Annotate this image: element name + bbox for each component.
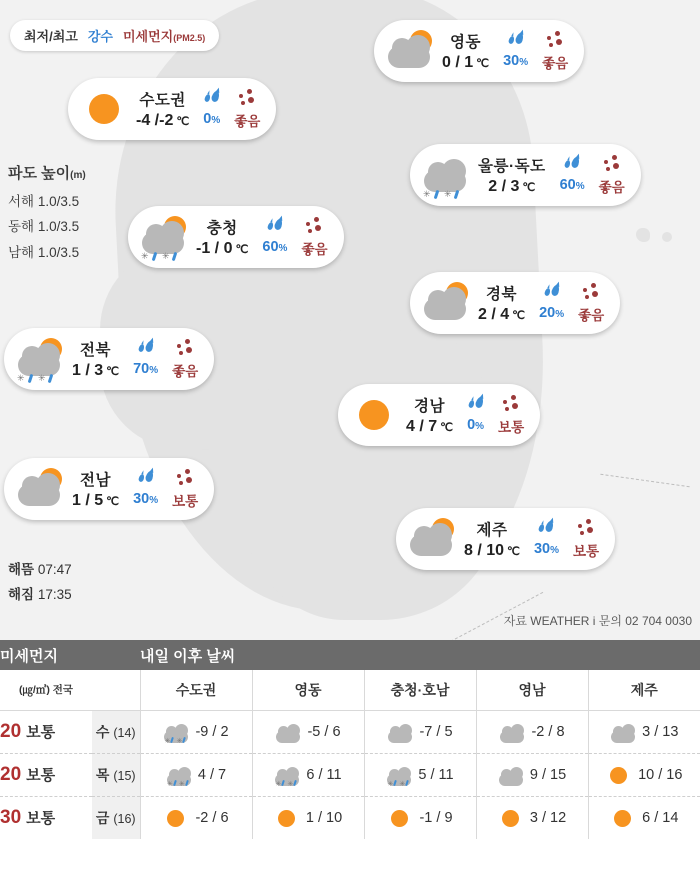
region-temperature: [136, 112, 189, 130]
dust-grade: 보통: [26, 809, 56, 827]
precipitation-number: 70: [133, 361, 150, 377]
sunrise-value: 07:47: [37, 562, 72, 577]
precipitation-unit: %: [149, 495, 159, 506]
sun-icon: [610, 767, 627, 784]
sun-icon: [89, 94, 119, 124]
snow-icon: ✳: [423, 189, 431, 199]
dust-section-header: 미세먼지: [0, 640, 140, 670]
precipitation-group: [534, 521, 559, 557]
region-info: [406, 394, 453, 436]
wave-height-title: [8, 160, 86, 189]
dust-national-cell: [0, 796, 92, 839]
wave-row-south: [8, 240, 86, 266]
weather-icon: [606, 764, 632, 786]
dust-group: [599, 155, 625, 196]
weather-icon: [610, 721, 636, 743]
wave-row-south-value: 1.0/3.5: [37, 244, 80, 260]
region-card[interactable]: [128, 206, 344, 268]
region-name: 충청: [206, 220, 238, 237]
raindrop-icon: [539, 521, 553, 539]
snow-icon: ✳: [166, 780, 173, 788]
precipitation-unit: %: [149, 365, 159, 376]
column-header-jeju: 제주: [588, 670, 700, 710]
snow-icon: ✳: [141, 251, 149, 261]
sun-icon: [359, 400, 389, 430]
forecast-cell-inner: [589, 807, 700, 829]
region-temp-unit: ℃: [106, 366, 120, 378]
weather-icon: [499, 721, 525, 743]
cloud-icon: [500, 731, 524, 743]
region-temperature: [488, 178, 535, 196]
dust-particles-icon: [304, 217, 324, 235]
table-row: [0, 796, 700, 839]
forecast-cell: [140, 753, 252, 796]
weather-icon: [14, 336, 68, 382]
forecast-temp: 6 / 14: [642, 809, 679, 826]
wave-height-unit: (m): [70, 170, 86, 181]
region-temp-unit: ℃: [476, 58, 490, 70]
day-number: (14): [113, 725, 136, 740]
dust-particles-icon: [576, 519, 596, 537]
dust-group: [498, 395, 524, 436]
dust-level: 좋음: [578, 307, 605, 323]
snow-icon: ✳: [17, 373, 25, 383]
snow-icon: ✳: [178, 780, 185, 788]
precipitation-group: [503, 33, 528, 69]
day-number: (16): [113, 811, 136, 826]
raindrop-icon: [509, 33, 523, 51]
dust-value: 20: [0, 720, 22, 742]
precipitation-unit: %: [278, 243, 288, 254]
wave-row-east: [8, 214, 86, 240]
forecast-cell-inner: [477, 721, 588, 743]
weather-icon: [348, 392, 402, 438]
source-credit: 자료 WEATHER i 문의 02 704 0030: [503, 614, 692, 628]
precipitation-value: [133, 491, 158, 507]
column-header-chungcheong-honam: 충청·호남: [364, 670, 476, 710]
map-dokdo-island: [662, 232, 672, 242]
forecast-cell: [588, 796, 700, 839]
dust-value: 20: [0, 763, 22, 785]
region-temp-range: 0 / 1: [442, 54, 474, 71]
region-name: 영동: [450, 34, 481, 51]
forecast-cell-inner: [365, 807, 476, 829]
forecast-cell-inner: [253, 721, 364, 743]
dust-particles-icon: [175, 469, 195, 487]
precipitation-number: 0: [203, 111, 212, 127]
forecast-temp: -1 / 9: [419, 809, 453, 826]
map-dashed-line: [600, 474, 689, 488]
weather-icon: [384, 28, 438, 74]
forecast-temp: 3 / 13: [642, 723, 679, 740]
region-name: 경남: [414, 398, 445, 415]
region-temperature: [464, 542, 520, 560]
cloud-icon: [388, 46, 430, 68]
sunrise-label: 해뜸: [8, 562, 35, 577]
legend-dust-sublabel: (PM2.5): [173, 33, 206, 43]
column-header-sudogwon: 수도권: [140, 670, 252, 710]
snow-icon: ✳: [162, 251, 170, 261]
dust-grade: 보통: [26, 723, 56, 741]
table-header-row: [0, 640, 700, 670]
forecast-temp: 5 / 11: [418, 766, 454, 783]
region-name: 경북: [486, 286, 517, 303]
precipitation-number: 30: [503, 53, 520, 69]
snow-icon: ✳: [399, 780, 406, 788]
snow-icon: ✳: [387, 780, 394, 788]
region-temp-unit: ℃: [507, 546, 520, 558]
region-temp-range: 4 / 7: [406, 418, 438, 435]
weather-icon: [498, 807, 524, 829]
table-row: [0, 753, 700, 796]
sun-times-block: [8, 558, 72, 608]
weather-icon: [420, 152, 474, 198]
dust-particles-icon: [175, 339, 195, 357]
region-card[interactable]: [410, 144, 641, 206]
map-ulleung-island: [636, 228, 650, 242]
sun-icon: [167, 810, 184, 827]
precipitation-number: 30: [533, 541, 551, 557]
map-jeju-island: [300, 588, 360, 614]
dust-group: [172, 469, 198, 510]
precipitation-unit: %: [555, 309, 565, 320]
precipitation-number: 60: [559, 177, 576, 193]
region-info: [72, 338, 119, 380]
precipitation-group: [467, 397, 484, 433]
forecast-temp: 4 / 7: [197, 766, 227, 783]
dust-grade: 보통: [26, 766, 56, 784]
dust-group: [578, 283, 604, 324]
forecast-cell: [252, 753, 364, 796]
weather-icon: [275, 721, 301, 743]
forecast-cell: [588, 753, 700, 796]
dust-group: [573, 519, 599, 560]
forecast-cell-inner: [365, 764, 476, 786]
precipitation-unit: %: [519, 57, 529, 68]
precipitation-number: 60: [262, 239, 279, 255]
dust-level: 좋음: [172, 363, 199, 379]
weather-icon: [274, 807, 300, 829]
forecast-temp: 3 / 12: [529, 809, 567, 826]
weather-icon: [610, 807, 636, 829]
forecast-cell-inner: [253, 807, 364, 829]
day-name: 목: [95, 766, 110, 783]
day-column-header: [92, 670, 140, 710]
dust-level: 좋음: [598, 179, 625, 195]
region-info: [464, 518, 520, 560]
forecast-temp: -2 / 6: [195, 809, 229, 826]
weather-icon: [163, 721, 189, 743]
day-name: 금: [95, 809, 110, 826]
weather-icon: [386, 764, 412, 786]
snow-icon: ✳: [287, 780, 294, 788]
wave-row-west-label: 서해: [8, 193, 35, 209]
forecast-temp: -5 / 6: [307, 723, 341, 740]
weather-icon: [163, 807, 189, 829]
precipitation-group: [262, 219, 287, 255]
region-name: 울릉·독도: [478, 158, 546, 175]
sunset-label: 해짐: [8, 586, 35, 602]
forecast-cell: [364, 796, 476, 839]
region-name: 수도권: [139, 92, 186, 109]
weather-icon: [406, 516, 460, 562]
precipitation-value: [262, 239, 287, 255]
cloud-icon: [499, 774, 523, 786]
dust-level: 보통: [172, 493, 199, 509]
sun-icon: [614, 810, 631, 827]
weather-icon: [274, 764, 300, 786]
dust-particles-icon: [237, 89, 257, 107]
forecast-cell: [588, 710, 700, 753]
precipitation-group: [133, 341, 158, 377]
region-temp-range: 2 / 4: [478, 306, 510, 323]
dust-group: [301, 217, 327, 258]
region-name: 제주: [476, 522, 508, 539]
region-temp-unit: ℃: [522, 182, 536, 194]
sunrise-row: [8, 558, 72, 583]
precipitation-unit: %: [475, 421, 485, 432]
dust-level: 좋음: [542, 55, 569, 71]
precipitation-value: [539, 305, 564, 321]
region-temp-range: 8 / 10: [464, 542, 505, 559]
region-temp-range: -4 /-2: [136, 112, 174, 129]
wave-height-block: [8, 160, 86, 265]
region-card[interactable]: [68, 78, 276, 140]
sun-icon: [278, 810, 295, 827]
day-name: 수: [95, 723, 110, 740]
region-temp-range: 1 / 5: [72, 492, 104, 509]
precipitation-number: 0: [467, 417, 476, 433]
forecast-cell: [364, 753, 476, 796]
day-number: (15): [113, 768, 136, 783]
weather-icon: [498, 764, 524, 786]
forecast-temp: 6 / 11: [306, 766, 342, 783]
legend-minmax-label: 최저/최고: [24, 29, 78, 44]
precipitation-unit: %: [211, 115, 221, 126]
cloud-icon: [18, 484, 60, 506]
region-card[interactable]: [374, 20, 584, 82]
region-info: [136, 88, 189, 130]
precipitation-value: [503, 53, 528, 69]
dust-group: [172, 339, 198, 380]
forecast-temp: -7 / 5: [419, 723, 453, 740]
dust-group: [542, 31, 568, 72]
region-info: [72, 468, 119, 510]
raindrop-icon: [139, 471, 153, 489]
region-info: [478, 282, 525, 324]
region-temp-range: 2 / 3: [488, 178, 520, 195]
region-temp-unit: ℃: [235, 244, 249, 256]
snow-icon: ✳: [176, 737, 183, 745]
forecast-cell: [140, 710, 252, 753]
sun-icon: [502, 810, 519, 827]
precipitation-value: [467, 417, 484, 433]
column-header-yeongnam: 영남: [476, 670, 588, 710]
raindrop-icon: [565, 157, 579, 175]
forecast-cell-inner: [141, 764, 252, 786]
dust-particles-icon: [602, 155, 622, 173]
raindrop-icon: [545, 285, 559, 303]
precipitation-group: [133, 471, 158, 507]
dust-level: 좋음: [234, 113, 261, 129]
forecast-cell: [140, 796, 252, 839]
snow-icon: ✳: [164, 737, 171, 745]
region-name: 전북: [80, 342, 111, 359]
precipitation-value: [203, 111, 220, 127]
region-temperature: [72, 492, 119, 510]
dust-level: 보통: [573, 543, 600, 559]
raindrop-icon: [205, 91, 219, 109]
dust-unit-header: [0, 670, 92, 710]
forecast-table: [0, 640, 700, 839]
region-temp-unit: ℃: [512, 310, 526, 322]
weather-icon: [166, 764, 192, 786]
region-temp-unit: ℃: [176, 116, 190, 128]
forecast-cell: [252, 796, 364, 839]
cloud-icon: [388, 731, 412, 743]
forecast-cell-inner: [141, 807, 252, 829]
table-row: [0, 710, 700, 753]
cloud-icon: [276, 731, 300, 743]
map-south-shape: [240, 330, 500, 620]
region-temp-unit: ℃: [440, 422, 454, 434]
forecast-temp: 1 / 10: [305, 809, 343, 826]
wave-row-west-value: 1.0/3.5: [37, 193, 80, 209]
forecast-cell-inner: [253, 764, 364, 786]
dust-national-cell: [0, 710, 92, 753]
snow-icon: ✳: [444, 189, 452, 199]
raindrop-icon: [268, 219, 282, 237]
snow-icon: ✳: [38, 373, 46, 383]
region-temperature: [478, 306, 525, 324]
weather-icon: [138, 214, 192, 260]
wave-row-south-label: 남해: [8, 244, 35, 260]
forecast-temp: -2 / 8: [531, 723, 565, 740]
snow-icon: ✳: [275, 780, 282, 788]
precipitation-number: 30: [133, 491, 150, 507]
table-column-row: [0, 670, 700, 710]
weather-icon: [387, 807, 413, 829]
dust-unit-header-text: (㎍/㎥) 전국: [18, 684, 74, 697]
legend-bar: [10, 20, 219, 51]
region-info: [196, 216, 248, 258]
forecast-cell-inner: [477, 807, 588, 829]
dust-particles-icon: [545, 31, 565, 49]
region-card[interactable]: [4, 328, 214, 390]
wave-row-east-label: 동해: [8, 219, 35, 235]
forecast-temp: 10 / 16: [638, 766, 683, 783]
precipitation-number: 20: [539, 305, 556, 321]
dust-national-cell: [0, 753, 92, 796]
day-cell: [92, 753, 140, 796]
region-temp-unit: ℃: [106, 496, 120, 508]
forecast-cell-inner: [589, 764, 700, 786]
region-info: [478, 154, 546, 196]
region-card[interactable]: [338, 384, 540, 446]
region-card[interactable]: [396, 508, 615, 570]
forecast-table-body: [0, 710, 700, 839]
sunset-row: [8, 583, 72, 608]
forecast-cell-inner: [589, 721, 700, 743]
forecast-temp: 9 / 15: [529, 766, 567, 783]
weather-icon: [387, 721, 413, 743]
cloud-icon: [611, 731, 635, 743]
forecast-cell: [252, 710, 364, 753]
weather-icon: [14, 466, 68, 512]
region-card[interactable]: [410, 272, 620, 334]
region-card[interactable]: [4, 458, 214, 520]
precipitation-value: [534, 541, 559, 557]
sunset-value: 17:35: [37, 586, 72, 602]
wave-height-title-text: 파도 높이: [8, 165, 71, 182]
forecast-temp: -9 / 2: [195, 723, 229, 740]
day-cell: [92, 710, 140, 753]
region-temperature: [442, 54, 489, 72]
region-temperature: [406, 418, 453, 436]
dust-level: 좋음: [301, 241, 328, 257]
forecast-cell: [476, 710, 588, 753]
region-temperature: [72, 362, 119, 380]
precipitation-value: [560, 177, 585, 193]
dust-group: [234, 89, 260, 130]
weather-icon: [420, 280, 474, 326]
weather-icon: [78, 86, 132, 132]
precipitation-group: [203, 91, 220, 127]
forecast-section-header: 내일 이후 날씨: [140, 640, 700, 670]
dust-particles-icon: [581, 283, 601, 301]
wave-row-east-value: 1.0/3.5: [37, 219, 80, 235]
forecast-cell: [364, 710, 476, 753]
bottom-panel: [0, 640, 700, 877]
dust-particles-icon: [501, 395, 521, 413]
dust-level: 보통: [498, 419, 525, 435]
sun-icon: [391, 810, 408, 827]
column-header-yeongdong: 영동: [252, 670, 364, 710]
raindrop-icon: [139, 341, 153, 359]
region-temperature: [196, 240, 248, 258]
legend-dust-label: 미세먼지: [122, 29, 174, 44]
forecast-cell: [476, 753, 588, 796]
precipitation-value: [133, 361, 158, 377]
dust-value: 30: [0, 806, 22, 828]
day-cell: [92, 796, 140, 839]
region-temp-range: -1 / 0: [196, 240, 233, 257]
precipitation-unit: %: [575, 181, 585, 192]
legend-dust-group: [123, 26, 205, 45]
precipitation-group: [560, 157, 585, 193]
wave-row-west: [8, 189, 86, 215]
legend-precip-label: 강수: [87, 29, 113, 44]
region-info: [442, 30, 489, 72]
raindrop-icon: [469, 397, 483, 415]
region-name: 전남: [80, 472, 111, 489]
forecast-cell: [476, 796, 588, 839]
precipitation-unit: %: [550, 545, 559, 556]
forecast-cell-inner: [141, 721, 252, 743]
region-temp-range: 1 / 3: [72, 362, 104, 379]
forecast-cell-inner: [477, 764, 588, 786]
cloud-icon: [424, 298, 466, 320]
cloud-icon: [410, 534, 452, 556]
precipitation-group: [539, 285, 564, 321]
forecast-cell-inner: [365, 721, 476, 743]
